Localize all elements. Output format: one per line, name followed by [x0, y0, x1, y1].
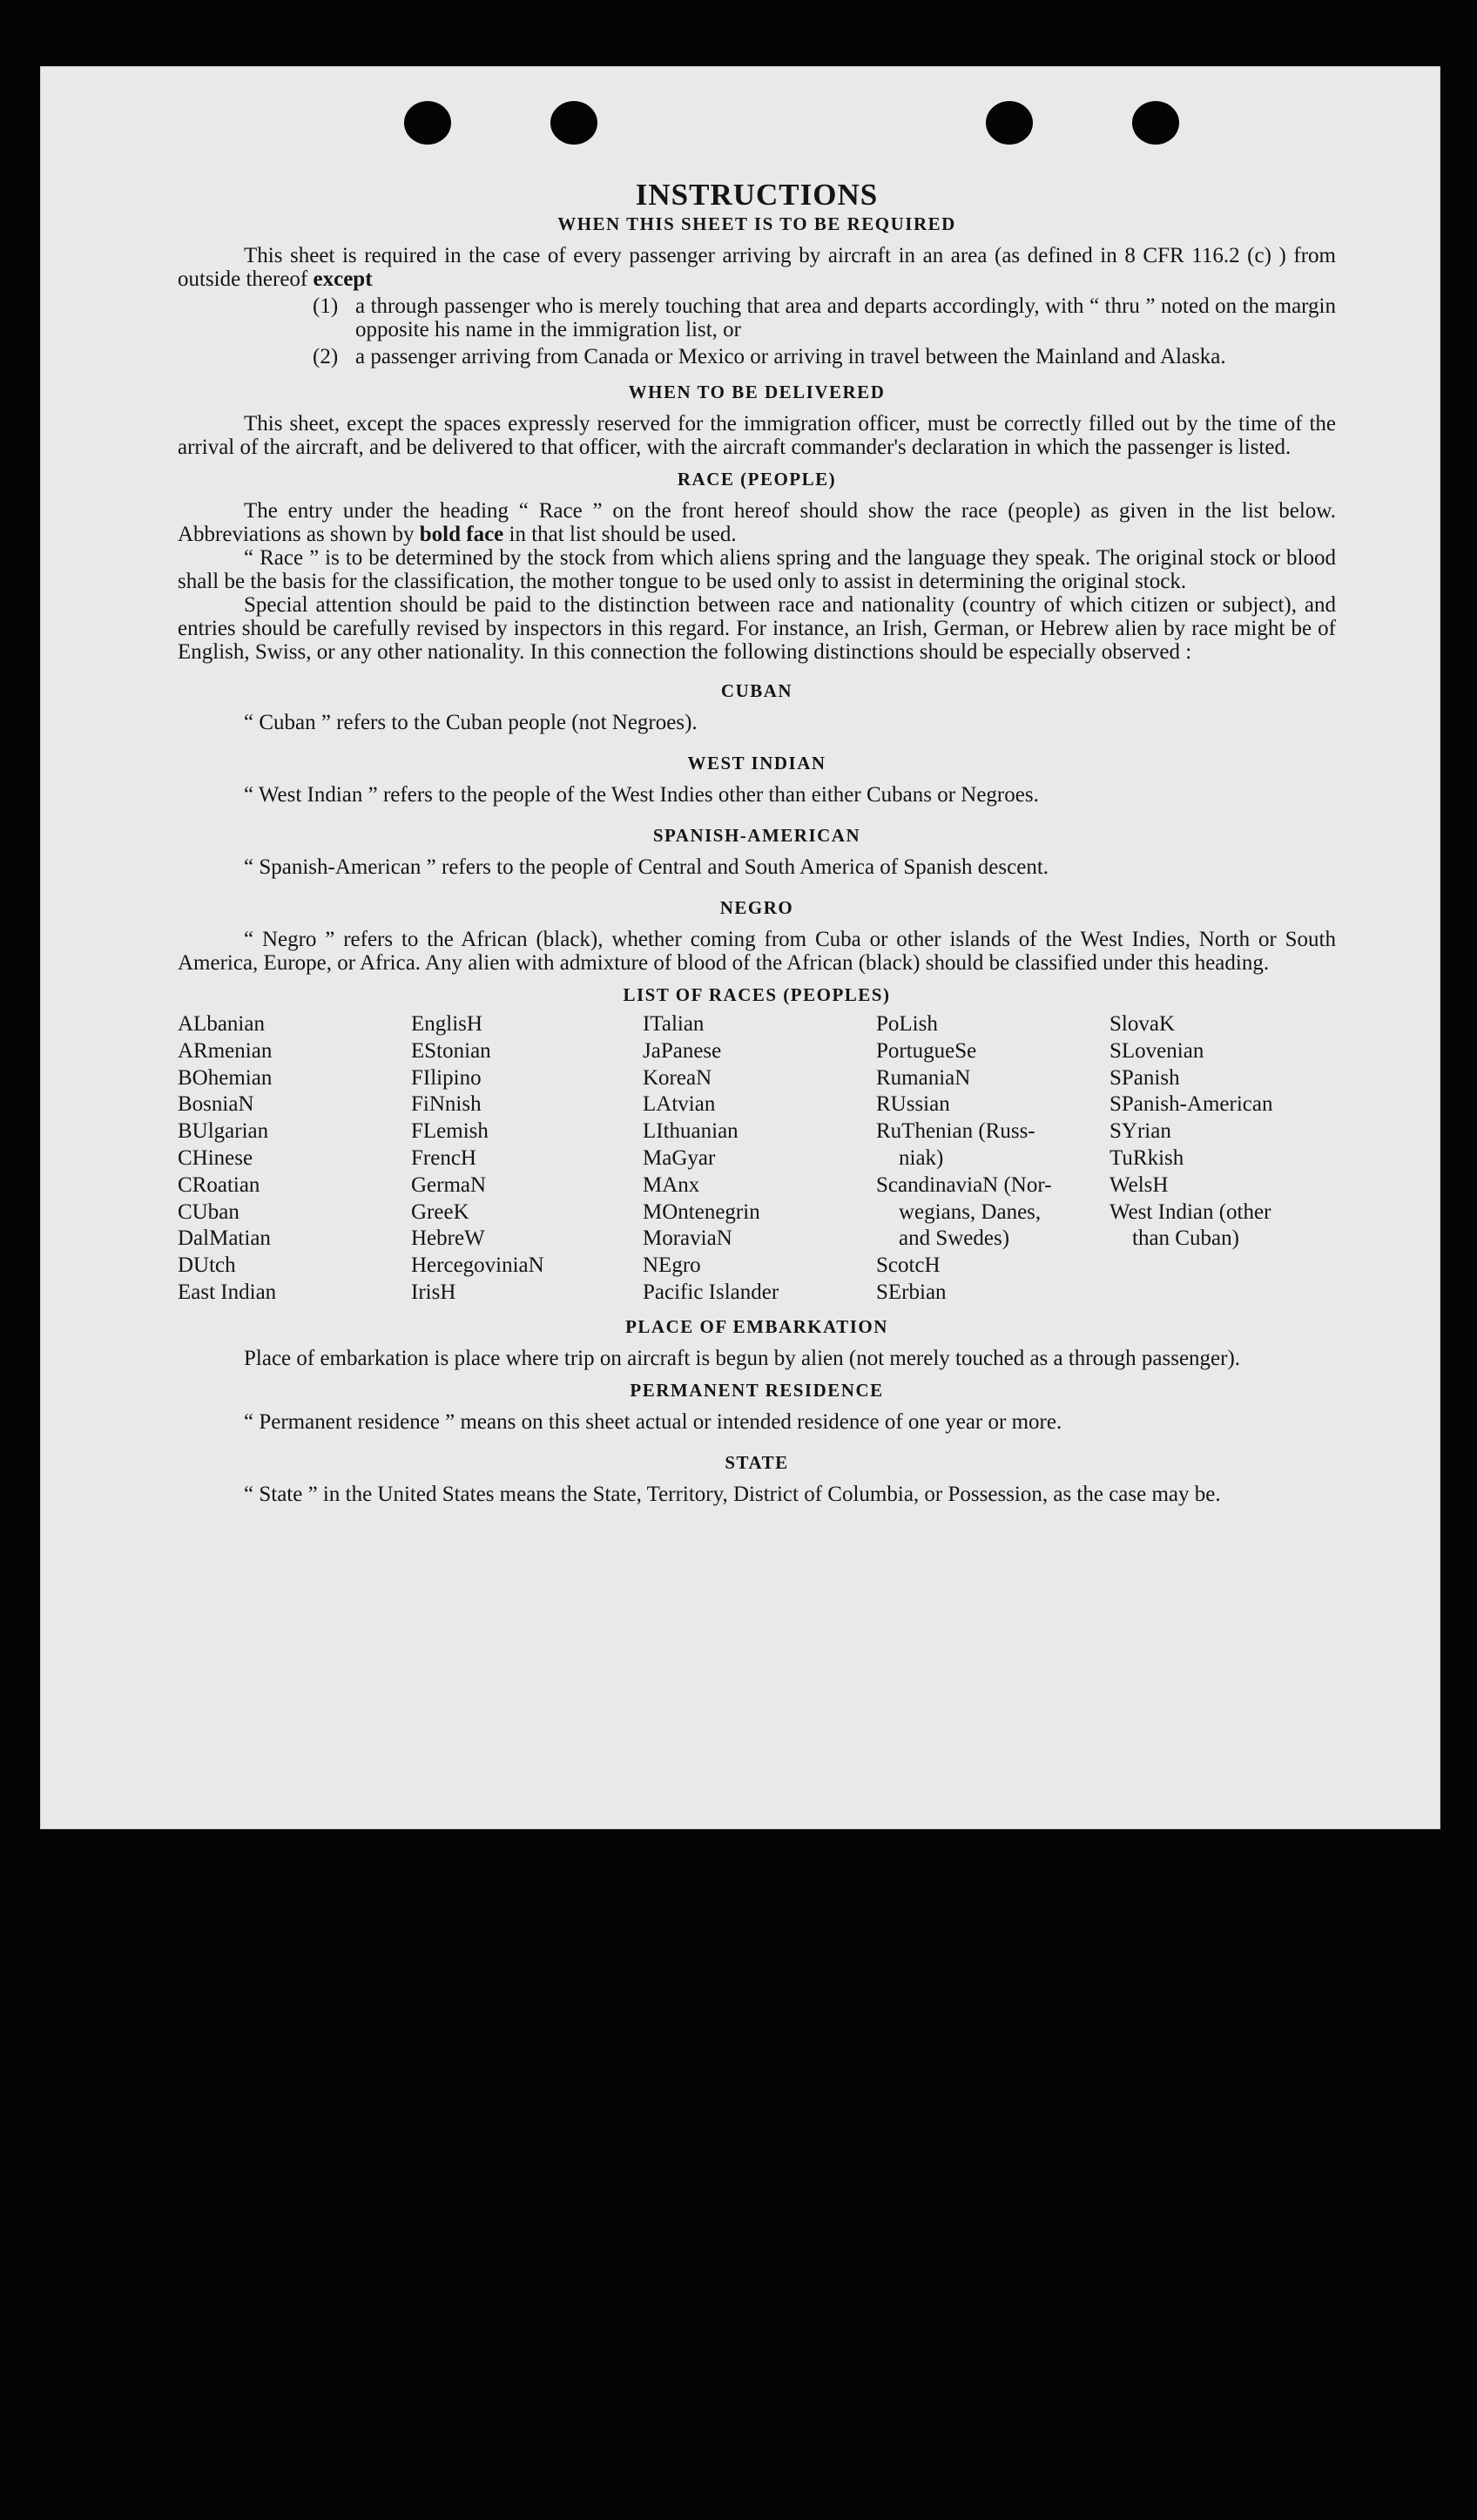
race-entry: DUtch	[178, 1253, 236, 1278]
race-entry: EStonian	[411, 1038, 491, 1063]
paragraph-state: “ State ” in the United States means the State, Territory, District of Columbia, or Possession, as the case may be.	[244, 1482, 1221, 1506]
paragraph-residence: “ Permanent residence ” means on this sheet actual or intended residence of one year or more.	[244, 1409, 1062, 1434]
race-entry: BosniaN	[178, 1092, 254, 1117]
races-column	[876, 1011, 1109, 1307]
heading-embarkation: PLACE OF EMBARKATION	[625, 1315, 888, 1337]
paragraph-delivered: This sheet, except the spaces expressly reserved for the immigration officer, must be correctly filled out by the time of the arrival of the aircraft, and be delivered to that officer, with the aircraft commander's declaration in which the passenger is listed.	[178, 412, 1336, 459]
race-entry: FIlipino	[411, 1065, 482, 1090]
race-entry: GreeK	[411, 1199, 469, 1224]
race-entry: SPanish-American	[1109, 1092, 1273, 1117]
race-entry: BUlgarian	[178, 1119, 269, 1144]
paragraph-required	[178, 244, 1336, 291]
race-entry: TuRkish	[1109, 1145, 1184, 1170]
paragraph-race-2: “ Race ” is to be determined by the stock from which aliens spring and the language they speak. The original stock or blood shall be the basis for the classification, the mother tongue to be used only to assist in determining the original stock.	[178, 546, 1336, 593]
page-title: INSTRUCTIONS	[635, 178, 879, 212]
punch-hole	[1132, 101, 1179, 145]
heading-required: WHEN THIS SHEET IS TO BE REQUIRED	[557, 213, 956, 234]
race-entry: ScandinaviaN (Nor-	[876, 1172, 1052, 1197]
item-text: a through passenger who is merely touching that area and departs accordingly, with “ thru ” noted on the margin opposite his name in the immigration list, or	[355, 294, 1336, 341]
heading-race: RACE (PEOPLE)	[677, 469, 837, 490]
race-entry: ITalian	[643, 1012, 705, 1036]
race-entry: SLovenian	[1109, 1038, 1204, 1063]
race-entry: ScotcH	[876, 1253, 941, 1278]
race-entry: HercegoviniaN	[411, 1253, 544, 1278]
race-entry: JaPanese	[643, 1038, 722, 1063]
heading-west-indian: WEST INDIAN	[687, 753, 826, 774]
race-entry: BOhemian	[178, 1065, 273, 1090]
instruction-sheet	[40, 66, 1440, 1829]
punch-hole	[404, 101, 451, 145]
race-entry: NEgro	[643, 1253, 701, 1278]
race-entry: CHinese	[178, 1145, 253, 1170]
race-entry: SYrian	[1109, 1119, 1171, 1144]
race-entry: West Indian (other	[1109, 1199, 1271, 1224]
heading-state: STATE	[725, 1451, 789, 1473]
paragraph-race-1	[178, 499, 1336, 546]
race-entry: CRoatian	[178, 1172, 260, 1197]
race-entry: SlovaK	[1109, 1012, 1175, 1036]
race-entry: PortugueSe	[876, 1038, 977, 1063]
list-item	[178, 294, 1336, 341]
race-entry: East Indian	[178, 1280, 277, 1304]
race-entry: ALbanian	[178, 1012, 265, 1036]
paragraph-cuban: “ Cuban ” refers to the Cuban people (not Negroes).	[244, 711, 698, 734]
race-entry: FiNnish	[411, 1092, 482, 1117]
race-entry: LIthuanian	[643, 1119, 738, 1144]
race-entry: EnglisH	[411, 1012, 482, 1036]
list-item	[178, 345, 1336, 368]
race-entry: DalMatian	[178, 1226, 271, 1251]
heading-residence: PERMANENT RESIDENCE	[630, 1379, 884, 1401]
race-entry-continued: and Swedes)	[899, 1226, 1010, 1251]
paragraph-embarkation: Place of embarkation is place where trip on aircraft is begun by alien (not merely touched as a through passenger).	[244, 1346, 1241, 1370]
race-entry: FLemish	[411, 1119, 489, 1144]
race-entry: PoLish	[876, 1012, 938, 1036]
race-entry: MAnx	[643, 1172, 700, 1197]
race-entry: IrisH	[411, 1280, 456, 1304]
races-table	[178, 1011, 1336, 1307]
item-number: (2)	[313, 345, 339, 368]
paragraph-race-3: Special attention should be paid to the distinction between race and nationality (country of which citizen or subject), and entries should be carefully revised by inspectors in this regard. For instance, an Irish, German, or Hebrew alien by race might be of English, Swiss, or any other nationality. In this connection the following distinctions should be especially observed :	[178, 593, 1336, 664]
race-entry: GermaN	[411, 1172, 487, 1197]
races-column	[1109, 1011, 1336, 1307]
paragraph-spanish-american: “ Spanish-American ” refers to the people of Central and South America of Spanish descent.	[244, 855, 1049, 879]
race-entry: KoreaN	[643, 1065, 712, 1090]
races-column	[643, 1011, 876, 1307]
race-entry: RuThenian (Russ-	[876, 1119, 1035, 1144]
race-entry: RUssian	[876, 1092, 950, 1117]
race-entry: LAtvian	[643, 1092, 716, 1117]
item-number: (1)	[313, 294, 339, 318]
race-entry-continued: wegians, Danes,	[899, 1199, 1042, 1224]
heading-spanish-american: SPANISH-AMERICAN	[652, 825, 861, 846]
required-except: except	[313, 267, 373, 291]
punch-hole	[550, 101, 597, 145]
race-entry: ARmenian	[178, 1038, 273, 1063]
race-entry: HebreW	[411, 1226, 485, 1251]
paragraph-west-indian: “ West Indian ” refers to the people of the West Indies other than either Cubans or Negroes.	[244, 783, 1039, 807]
item-text: a passenger arriving from Canada or Mexico or arriving in travel between the Mainland and Alaska.	[355, 345, 1226, 368]
punch-hole	[986, 101, 1033, 145]
race-entry: FrencH	[411, 1145, 476, 1170]
race-entry: MaGyar	[643, 1145, 716, 1170]
heading-negro: NEGRO	[719, 897, 794, 918]
race-entry: CUban	[178, 1199, 239, 1224]
race-entry: MOntenegrin	[643, 1199, 760, 1224]
heading-cuban: CUBAN	[720, 680, 793, 701]
races-column	[411, 1011, 643, 1307]
race-entry: Pacific Islander	[643, 1280, 779, 1304]
races-column	[178, 1011, 411, 1307]
race-entry: SErbian	[876, 1280, 947, 1304]
required-intro: This sheet is required in the case of every passenger arriving by aircraft in an area (as defined in 8 CFR 116.2 (c) ) from outside thereof	[178, 244, 1336, 291]
race-entry: SPanish	[1109, 1065, 1180, 1090]
race-entry: RumaniaN	[876, 1065, 971, 1090]
heading-delivered: WHEN TO BE DELIVERED	[628, 382, 886, 402]
paragraph-negro: “ Negro ” refers to the African (black), whether coming from Cuba or other islands of the West Indies, North or South America, Europe, or Africa. Any alien with admixture of blood of the African (black) should be classified under this heading.	[178, 928, 1336, 975]
race-entry-continued: than Cuban)	[1132, 1226, 1239, 1251]
document-body	[178, 178, 1336, 1506]
race-entry: MoraviaN	[643, 1226, 732, 1251]
heading-list-of-races: LIST OF RACES (PEOPLES)	[623, 984, 891, 1005]
race-entry-continued: niak)	[899, 1145, 944, 1170]
race-entry: WelsH	[1109, 1172, 1169, 1197]
race-text-a: The entry under the heading “ Race ” on the front hereof should show the race (people) as given in the list below. Abbreviations as shown by	[178, 499, 1336, 546]
race-bold-face: bold face	[419, 523, 504, 546]
race-text-b: in that list should be used.	[509, 523, 737, 546]
